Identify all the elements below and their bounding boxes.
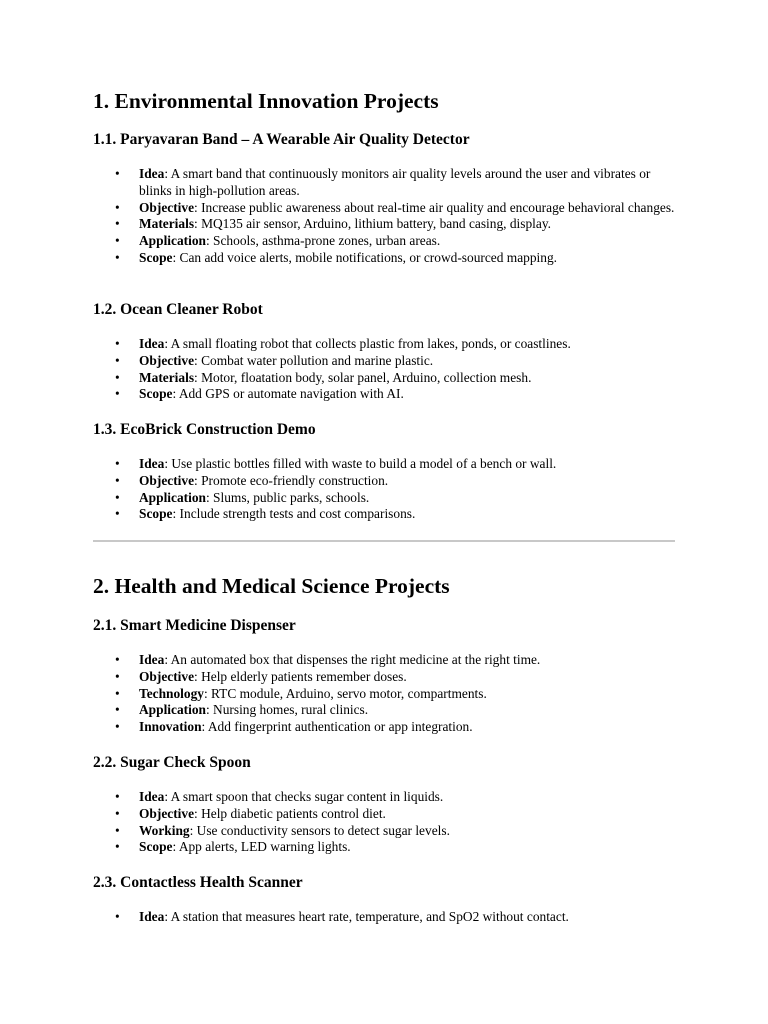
item-label: Objective (139, 199, 195, 215)
item-text: : A smart spoon that checks sugar content in liquids. (164, 789, 444, 804)
item-text: : MQ135 air sensor, Arduino, lithium battery, band casing, display. (194, 216, 552, 232)
project-heading: 1.3. EcoBrick Construction Demo (93, 421, 316, 438)
item-text: : Include strength tests and cost comparisons. (172, 506, 416, 522)
item-label: Scope (139, 386, 173, 402)
list-item (93, 806, 675, 823)
item-text: : Use plastic bottles filled with waste to build a model of a bench or wall. (164, 456, 557, 471)
item-text: : Motor, floatation body, solar panel, Arduino, collection mesh. (194, 369, 532, 385)
list-item (93, 473, 675, 490)
item-label: Scope (139, 249, 173, 265)
list-item (93, 669, 675, 686)
item-text: : Increase public awareness about real-time air quality and encourage behavioral changes. (194, 199, 675, 215)
list-item (93, 336, 675, 353)
item-text: : App alerts, LED warning lights. (172, 839, 351, 855)
list-item (93, 839, 675, 856)
item-text: : Can add voice alerts, mobile notifications, or crowd-sourced mapping. (172, 249, 557, 265)
project-bullet-list (93, 909, 675, 926)
project-heading: 2.2. Sugar Check Spoon (93, 754, 251, 771)
list-item (93, 490, 675, 507)
item-text: : A small floating robot that collects plastic from lakes, ponds, or coastlines. (164, 336, 571, 351)
item-label: Technology (139, 685, 204, 701)
project-bullet-list (93, 652, 675, 736)
list-item (93, 386, 675, 403)
list-item (93, 719, 675, 736)
item-text: : Combat water pollution and marine plastic. (194, 352, 434, 368)
list-item (93, 702, 675, 719)
item-label: Application (139, 233, 206, 249)
item-label: Objective (139, 668, 195, 684)
project-heading: 1.1. Paryavaran Band – A Wearable Air Quality Detector (93, 131, 470, 148)
project-bullet-list (93, 336, 675, 403)
item-label: Working (139, 822, 190, 838)
item-label: Innovation (139, 719, 202, 735)
project-heading: 2.1. Smart Medicine Dispenser (93, 617, 296, 634)
item-text: : Slums, public parks, schools. (205, 489, 370, 505)
list-item (93, 456, 675, 473)
item-label: Application (139, 489, 206, 505)
list-item (93, 686, 675, 703)
list-item (93, 250, 675, 267)
item-label: Materials (139, 216, 195, 232)
item-label: Objective (139, 472, 195, 488)
item-label: Idea (139, 336, 165, 351)
item-label: Idea (139, 652, 165, 667)
item-text: : Schools, asthma-prone zones, urban areas. (205, 233, 441, 249)
item-label: Idea (139, 456, 165, 471)
list-item (93, 200, 675, 217)
item-text: : Add GPS or automate navigation with AI. (172, 386, 404, 402)
list-item (93, 909, 675, 926)
list-item (93, 353, 675, 370)
section-heading: 1. Environmental Innovation Projects (93, 89, 439, 113)
list-item (93, 166, 675, 200)
list-item (93, 506, 675, 523)
section-divider (93, 540, 675, 542)
item-label: Idea (139, 909, 165, 924)
item-label: Idea (139, 789, 165, 804)
item-label: Idea (139, 166, 165, 181)
item-text: : Add fingerprint authentication or app integration. (201, 719, 473, 735)
list-item (93, 652, 675, 669)
section-heading: 2. Health and Medical Science Projects (93, 574, 450, 598)
item-text: : Help elderly patients remember doses. (194, 668, 407, 684)
list-item (93, 370, 675, 387)
item-text: : A smart band that continuously monitors air quality levels around the user and vibrates or blinks in high-pollution areas. (139, 166, 651, 198)
project-heading: 1.2. Ocean Cleaner Robot (93, 301, 263, 318)
item-text: : A station that measures heart rate, temperature, and SpO2 without contact. (164, 909, 569, 924)
list-item (93, 216, 675, 233)
list-item (93, 233, 675, 250)
item-label: Objective (139, 805, 195, 821)
item-label: Materials (139, 369, 195, 385)
project-bullet-list (93, 789, 675, 856)
list-item (93, 823, 675, 840)
item-text: : Help diabetic patients control diet. (194, 805, 386, 821)
item-label: Objective (139, 352, 195, 368)
item-text: : Promote eco-friendly construction. (194, 472, 389, 488)
item-text: : An automated box that dispenses the right medicine at the right time. (164, 652, 541, 667)
item-text: : Nursing homes, rural clinics. (205, 702, 369, 718)
project-bullet-list (93, 166, 675, 267)
item-label: Scope (139, 839, 173, 855)
project-heading: 2.3. Contactless Health Scanner (93, 874, 303, 891)
item-text: : RTC module, Arduino, servo motor, compartments. (203, 685, 487, 701)
project-bullet-list (93, 456, 675, 523)
item-text: : Use conductivity sensors to detect sugar levels. (189, 822, 450, 838)
item-label: Application (139, 702, 206, 718)
list-item (93, 789, 675, 806)
item-label: Scope (139, 506, 173, 522)
